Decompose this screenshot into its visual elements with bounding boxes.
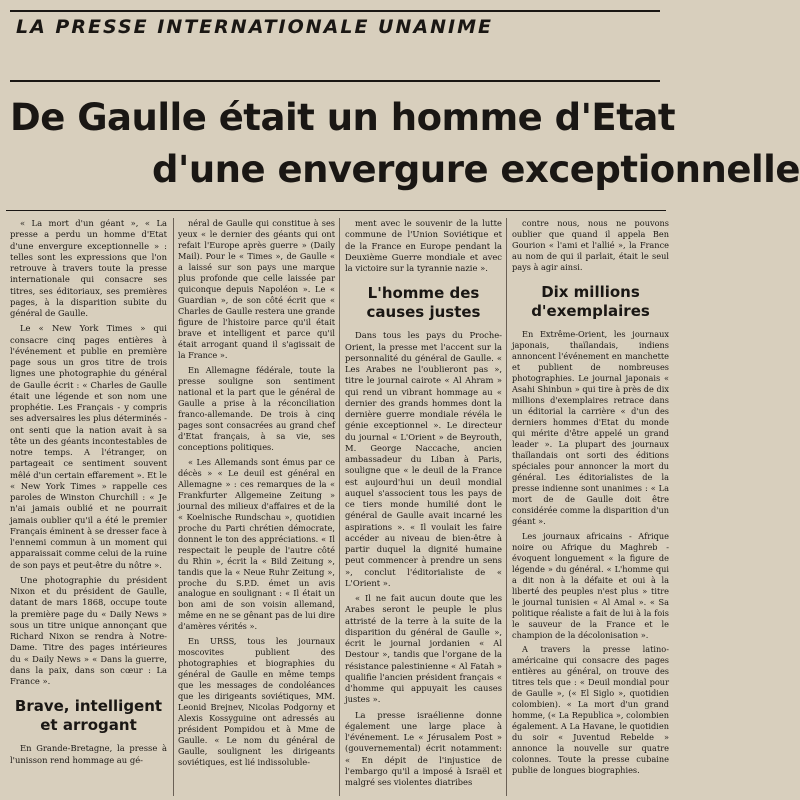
column-2 bbox=[178, 218, 335, 772]
paragraph: En Allemagne fédérale, toute la presse souligne son sentiment national et la part que le général de Gaulle a prise à la réconciliation franco-allemande. De trois à cinq pages sont consacrées au grand chef d'Etat français, à sa vie, ses conceptions politiques. bbox=[178, 364, 335, 452]
column-4 bbox=[512, 218, 669, 780]
paragraph: A travers la presse latino-américaine qui consacre des pages entières au général, on trouve des titres tels que : « Deuil mondial pour de Gaulle », (« El Siglo », quotidien colombien). « La mort d'un grand homme, (« La Republica », colombien également. A La Havane, le quotidien du soir « Juventud Rebelde » annonce la nouvelle sur quatre colonnes. Toute la presse cubaine publie de longues biographies. bbox=[512, 644, 669, 776]
paragraph: « Il ne fait aucun doute que les Arabes seront le peuple le plus attristé de la terre à la suite de la disparition du général de Gaulle », écrit le journal jordanien « Al Destour », tandis que l'organe de la résistance palestinienne « Al Fatah » qualifie l'ancien président français « d'homme qui appuyait les causes justes ». bbox=[345, 593, 503, 705]
column-divider bbox=[339, 218, 340, 796]
paragraph: « La mort d'un géant », « La presse a perdu un homme d'Etat d'une envergure exceptionnelle » : telles sont les expressions que l'on retrouve à travers toute la presse internationale qui consacre ses titres, ses éditoriaux, ses premières pages, à la disparition subite du général de Gaulle. bbox=[10, 218, 167, 318]
paragraph: Les journaux africains - Afrique noire ou Afrique du Maghreb - évoquent longuement « la figure de légende » du général. « L'homme qui a dit non à la défaite et oui à la liberté des peuples n'est plus » titre le journal tunisien « Al Amal ». « Sa politique réaliste a fait de lui à la fois le sauveur de la France et le champion de la décolonisation ». bbox=[512, 530, 669, 640]
paragraph: Le « New York Times » qui consacre cinq pages entières à l'événement et publie en première page sous un gros titre de trois lignes une photographie du général de Gaulle écrit : « Charles de Gaulle était une légende et son nom une prophétie. Les Français - y compris ses adversaires les plus déterminés - ont senti que la nation avait à sa tête un des géants incontestables de notre temps. A l'étranger, on partageait ce sentiment souvent mêlé d'un certain effarement ». Et le « New York Times » rappelle ces paroles de Winston Churchill : « Je n'ai jamais oublié et ne pourrait jamais oublier qu'il a été le premier Français éminent à se dresser face à l'ennemi commun à un moment qui apparaissait comme celui de la ruine de son pays et peut-être du nôtre ». bbox=[10, 323, 167, 570]
paragraph: En Extrême-Orient, les journaux japonais, thaïlandais, indiens annoncent l'événement en manchette et publient de nombreuses photographies. Le journal japonais « Asahi Shinbun » qui tire à près de dix millions d'exemplaires retrace dans un éditorial la carrière « d'un des derniers hommes d'Etat du monde qui mérite d'être appelé un grand leader ». La plupart des journaux thaïlandais ont sorti des éditions spéciales pour annoncer la mort du général. Les éditorialistes de la presse indienne sont unanimes : « La mort de de Gaulle doit être considérée comme la disparition d'un géant ». bbox=[512, 328, 669, 526]
column-divider bbox=[173, 218, 174, 796]
kicker-text: LA PRESSE INTERNATIONALE UNANIME bbox=[16, 16, 493, 38]
subheading: L'homme des causes justes bbox=[366, 284, 481, 322]
paragraph: contre nous, nous ne pouvons oublier que quand il appela Ben Gourion « l'ami et l'allié », la France au nom de qui il parlait, était le seul pays à agir ainsi. bbox=[512, 218, 669, 272]
column-3 bbox=[345, 218, 502, 792]
kicker-banner bbox=[10, 10, 660, 82]
paragraph: En URSS, tous les journaux moscovites publient des photographies et biographies du général de Gaulle en même temps que les messages de condoléances que les dirigeants soviétiques, MM. Leonid Brejnev, Nicolas Podgorny et Alexis Kossyguine ont adressés au président Pompidou et à Mme de Gaulle. « Le nom du général de Gaulle, soulignent les dirigeants soviétiques, est lié indissoluble- bbox=[178, 636, 335, 768]
column-divider bbox=[506, 218, 507, 796]
paragraph: « Les Allemands sont émus par ce décès » « Le deuil est général en Allemagne » : ces remarques de la « Frankfurter Allgemeine Zeitung » journal des milieux d'affaires et de la « Koelnische Rundschau », quotidien proche du Parti chrétien démocrate, donnent le ton des appréciations. « Il respectait le peuple de l'autre côté du Rhin », écrit la « Bild Zeitung », tandis que la « Neue Ruhr Zeitung », proche du S.P.D. émet un avis analogue en soulignant : « Il était un bon ami de son voisin allemand, même en ne se gênant pas de lui dire d'amères vérités ». bbox=[178, 456, 335, 632]
paragraph: néral de Gaulle qui constitue à ses yeux « le dernier des géants qui ont refait l'Europe après guerre » (Daily Mail). Pour le « Times », de Gaulle « a laissé sur son pays une marque plus profonde que celle laissée par quiconque depuis Napoléon ». Le « Guardian », de son côté écrit que « Charles de Gaulle restera une grande figure de l'histoire parce qu'il était brave et intelligent et parce qu'il était arrogant quand il s'agissait de la France ». bbox=[178, 218, 335, 360]
subheading: Dix millions d'exemplaires bbox=[531, 282, 650, 320]
paragraph: Une photographie du président Nixon et du président de Gaulle, datant de mars 1868, occupe toute la première page du « Daily News » sous un titre unique annonçant que Richard Nixon se rendra à Notre-Dame. Titre des pages intérieures du « Daily News » « Dans la guerre, dans la paix, dans son cœur : La France ». bbox=[10, 574, 167, 686]
column-1 bbox=[10, 218, 167, 770]
paragraph: La presse israélienne donne également une large place à l'événement. Le « Jérusalem Post » (gouvernemental) écrit notamment: « En dépit de l'injustice de l'embargo qu'il a imposé à Israël et malgré ses violentes diatribes bbox=[345, 709, 502, 787]
paragraph: Dans tous les pays du Proche-Orient, la presse met l'accent sur la personnalité du général de Gaulle. « Les Arabes ne l'oublieront pas », titre le journal cairote « Al Ahram » qui rend un vibrant hommage au « dernier des grands hommes dont la dernière guerre mondiale révéla le génie exceptionnel ». Le directeur du journal « L'Orient » de Beyrouth, M. George Naccache, ancien ambassadeur du Liban à Paris, souligne que « le deuil de la France est aujourd'hui un deuil mondial auquel s'associent tous les pays de ce tiers monde humilié dont le général de Gaulle avait incarné les aspirations ». « Il voulait les faire accéder au niveau de bien-être à partir duquel la dignité humaine peut commencer à prendre un sens », conclut l'éditorialiste de « L'Orient ». bbox=[345, 330, 502, 588]
headline-line-1: De Gaulle était un homme d'Etat bbox=[10, 96, 676, 139]
headline-rule bbox=[6, 210, 666, 211]
paragraph: En Grande-Bretagne, la presse à l'unisson rend hommage au gé- bbox=[10, 743, 167, 765]
paragraph: ment avec le souvenir de la lutte commune de l'Union Soviétique et de la France en Europe pendant la Deuxième Guerre mondiale et avec la victoire sur la tyrannie nazie ». bbox=[345, 218, 502, 273]
headline-line-2: d'une envergure exceptionnelle bbox=[152, 148, 800, 191]
subheading: Brave, intelligent et arrogant bbox=[14, 697, 163, 735]
